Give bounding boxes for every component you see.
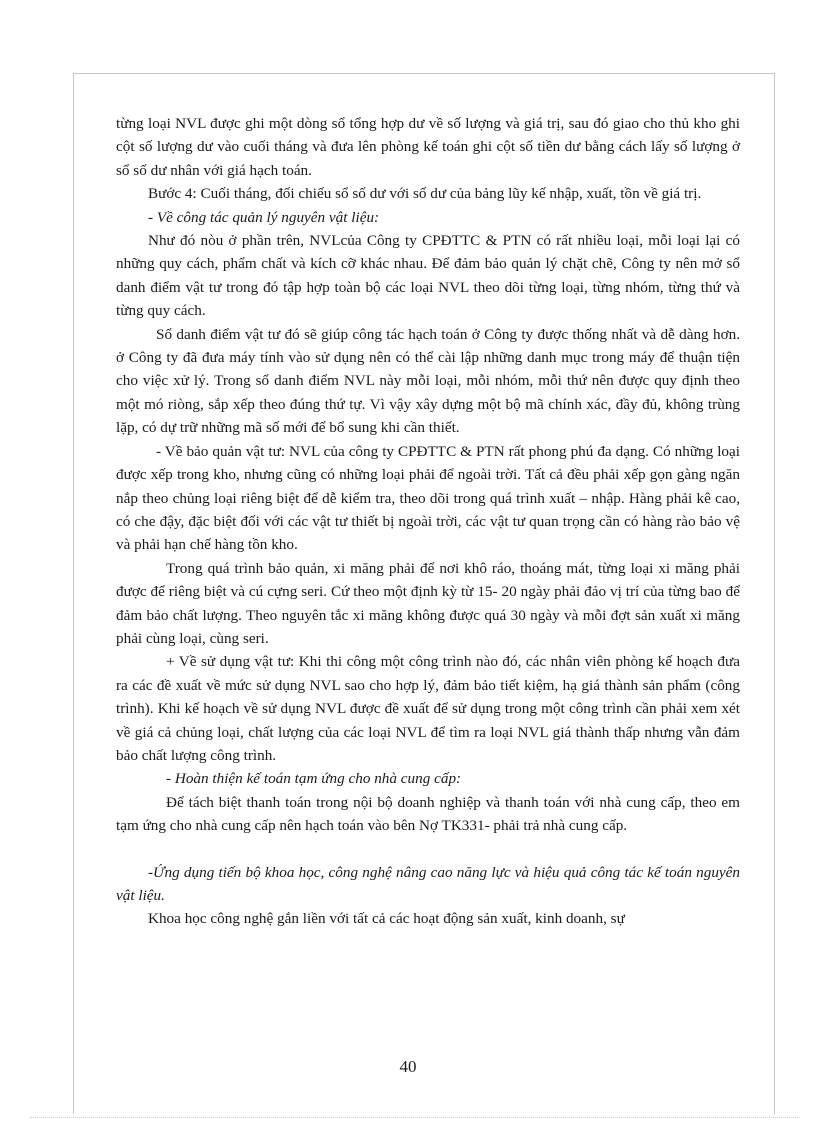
page-bottom-rule: [30, 1117, 800, 1118]
blank-line: [116, 838, 740, 861]
paragraph-material-usage: + Về sử dụng vật tư: Khi thi công một công trình nào đó, các nhân viên phòng kế hoạch đưa ra các đề xuất về mức sử dụng NVL sao cho hợp lý, đảm bảo tiết kiệm, hạ giá thành sản phẩm (công trình). Khi kế hoạch về sử dụng NVL được đề xuất để sử dụng trong một công trình cần phải xem xét về giá cả chủng loại, chất lượng của các loại NVL để tìm ra loại NVL giá thành thấp nhưng vẫn đảm bảo chất lượng công trình.: [116, 653, 740, 764]
paragraph-material-catalog: Sổ danh điểm vật tư đó sẽ giúp công tác hạch toán ở Công ty được thống nhất và dễ dàng hơn. ở Công ty đã đưa máy tính vào sử dụng nên có thể cài lập những danh mục trong máy để thuận tiện cho việc xử lý. Trong sổ danh điểm NVL này mỗi loại, mỗi nhóm, mỗi thứ nên được quy định theo một mó riòng, sắp xếp theo đúng thứ tự. Vì vậy xây dựng một bộ mã chính xác, đầy đủ, không trùng lặp, có dự trữ những mã số mới để bổ sung khi cần thiết.: [116, 325, 740, 437]
heading-material-management: - Về công tác quản lý nguyên vật liệu:: [148, 208, 380, 226]
paragraph-material-types: Như đó nòu ở phần trên, NVLcủa Công ty CPĐTTC & PTN có rất nhiều loại, mỗi loại lại có những quy cách, phẩm chất và kích cỡ khác nhau. Để đảm bảo quản lý chặt chẽ, Công ty nên mở sổ danh điểm vật tư trong đó tập hợp toàn bộ các loại NVL theo dõi từng loại, từng nhóm, từng thứ và từng quy cách.: [116, 232, 740, 320]
paragraph-technology: Khoa học công nghệ gắn liền với tất cả các hoạt động sản xuất, kinh doanh, sự: [148, 910, 625, 928]
heading-supplier-advance: - Hoàn thiện kế toán tạm ứng cho nhà cung cấp:: [166, 770, 462, 788]
page-number: 40: [399, 1057, 417, 1076]
paragraph-step-4: Bước 4: Cuối tháng, đối chiếu sổ số dư với số dư của bảng lũy kế nhập, xuất, tồn về giá trị.: [148, 185, 702, 203]
document-body: [116, 112, 740, 931]
paragraph-summary-ledger: từng loại NVL được ghi một dòng sổ tổng hợp dư về số lượng và giá trị, sau đó giao cho thủ kho ghi cột số lượng dư vào cuối tháng và đưa lên phòng kế toán ghi cột số tiền dư bằng cách lấy số lượng ở sổ số dư nhân với giá hạch toán.: [116, 115, 740, 179]
paragraph-material-storage: - Về bảo quản vật tư: NVL của công ty CPĐTTC & PTN rất phong phú đa dạng. Có những loại được xếp trong kho, nhưng cũng có những loại phải để ngoài trời. Tất cả đều phải xếp gọn gàng ngăn nắp theo chủng loại riêng biệt để dễ kiểm tra, theo dõi trong quá trình xuất – nhập. Hàng phải kê cao, có che đậy, đặc biệt đối với các vật tư thiết bị ngoài trời, các vật tư quan trọng cần có hàng rào bảo vệ và phải hạn chế hàng tồn kho.: [116, 442, 740, 554]
paragraph-cement-storage: Trong quá trình bảo quản, xi măng phải để nơi khô ráo, thoáng mát, từng loại xi măng phải được để riêng biệt và cú cựng seri. Cứ theo một định kỳ từ 15- 20 ngày phải đảo vị trí của từng bao để đảm bảo chất lượng. Theo nguyên tắc xi măng không được quá 30 ngày và mỗi đợt sản xuất xi măng phải cùng loại, cùng seri.: [116, 559, 740, 647]
heading-technology-application: -Ứng dụng tiến bộ khoa học, công nghệ nâng cao năng lực và hiệu quả công tác kế toán nguyên vật liệu.: [116, 863, 740, 904]
paragraph-supplier-advance: Để tách biệt thanh toán trong nội bộ doanh nghiệp và thanh toán với nhà cung cấp, theo em tạm ứng cho nhà cung cấp nên hạch toán vào bên Nợ TK331- phải trả nhà cung cấp.: [116, 793, 740, 835]
